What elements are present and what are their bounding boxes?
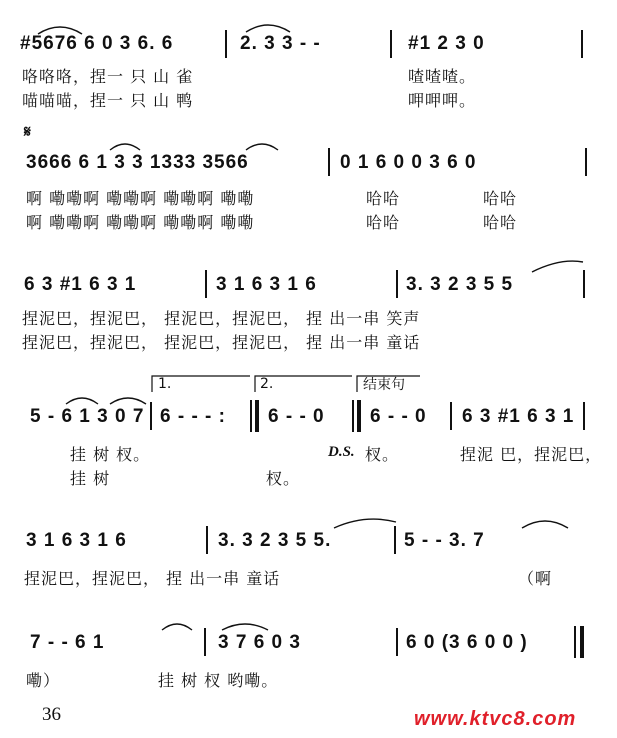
notes-m15: 3. 3 2 3 5 5. [218,530,332,551]
notes-m9: 5 - 6 1 3 0 7 [30,406,145,427]
lyric-line4-b: 杈。 [365,445,400,464]
notes-m11: 6 - - 0 [268,406,325,427]
lyric-line3-a: 捏泥巴，捏泥巴， 捏泥巴，捏泥巴， 捏 出一串 笑声 [22,309,421,328]
notes-m7: 3 1 6 3 1 6 [216,274,317,295]
lyric-verse1-b: 喳喳喳。 [408,67,477,86]
notes-m6: 6 3 #1 6 3 1 [24,274,137,295]
notes-m4: 3666 6 1 3 3 1333 3566 [26,152,249,173]
lyric-line2-b: 哈哈 [366,189,401,208]
notes-m10: 6 - - - : [160,406,226,427]
notes-m1: #5676 6 0 3 6. 6 [20,33,174,54]
lyric-line4-a: 挂 树 杈。 [70,445,151,464]
lyric-line5-a: 捏泥巴，捏泥巴， 捏 出一串 童话 [24,569,281,588]
lyric-line2-a: 啊 嘞嘞啊 嘞嘞啊 嘞嘞啊 嘞嘞 [26,189,255,208]
volta-ending: 结束句 [363,377,405,393]
slur [38,27,82,34]
lyric-verse1-a: 咯咯咯，捏一 只 山 雀 [22,67,194,86]
notes-m13: 6 3 #1 6 3 1 [462,406,575,427]
volta-bracket-1 [152,376,250,392]
slur [222,624,268,630]
volta-bracket-3 [357,376,420,392]
slur [246,144,278,150]
volta-1: 1. [158,376,172,392]
notes-m17: 7 - - 6 1 [30,632,105,653]
volta-bracket-2 [255,376,352,392]
slur [110,398,146,404]
lyric-line4-d: 挂 树 [70,469,111,488]
lyric-verse2-b: 呷呷呷。 [408,91,477,110]
lyric-line2-c: 哈哈 [483,189,518,208]
volta-2: 2. [260,376,274,392]
watermark: www.ktvc8.com [414,708,577,730]
segno-sign: 𝄋 [24,122,31,141]
notes-m12: 6 - - 0 [370,406,427,427]
slur [522,521,568,528]
lyric-line6-b: 挂 树 杈 哟嘞。 [158,671,279,690]
ds-mark: D.S. [328,444,355,460]
lyric-verse2-a: 喵喵喵，捏一 只 山 鸭 [22,91,194,110]
slur [110,144,140,150]
page-number: 36 [42,704,61,725]
notes-m2: 2. 3 3 - - [240,33,321,54]
notes-m5: 0 1 6 0 0 3 6 0 [340,152,477,173]
lyric-line3-b: 捏泥巴，捏泥巴， 捏泥巴，捏泥巴， 捏 出一串 童话 [22,333,421,352]
lyric-line2-d: 啊 嘞嘞啊 嘞嘞啊 嘞嘞啊 嘞嘞 [26,213,255,232]
slur [66,398,98,404]
lyric-line2-f: 哈哈 [483,213,518,232]
slur [334,519,396,528]
lyric-line6-a: 嘞） [26,671,61,690]
notes-m3: #1 2 3 0 [408,33,485,54]
notes-m19: 6 0 (3 6 0 0 ) [406,632,528,653]
lyric-line4-c: 捏泥 巴，捏泥巴， [460,445,603,464]
slur [246,25,290,32]
lyric-line4-e: 杈。 [266,469,301,488]
notes-m8: 3. 3 2 3 5 5 [406,274,514,295]
slur [532,261,583,272]
lyric-line5-b: （啊 [518,569,553,588]
notes-m14: 3 1 6 3 1 6 [26,530,127,551]
notes-m18: 3 7 6 0 3 [218,632,301,653]
slur [162,624,192,630]
notes-m16: 5 - - 3. 7 [404,530,485,551]
lyric-line2-e: 哈哈 [366,213,401,232]
